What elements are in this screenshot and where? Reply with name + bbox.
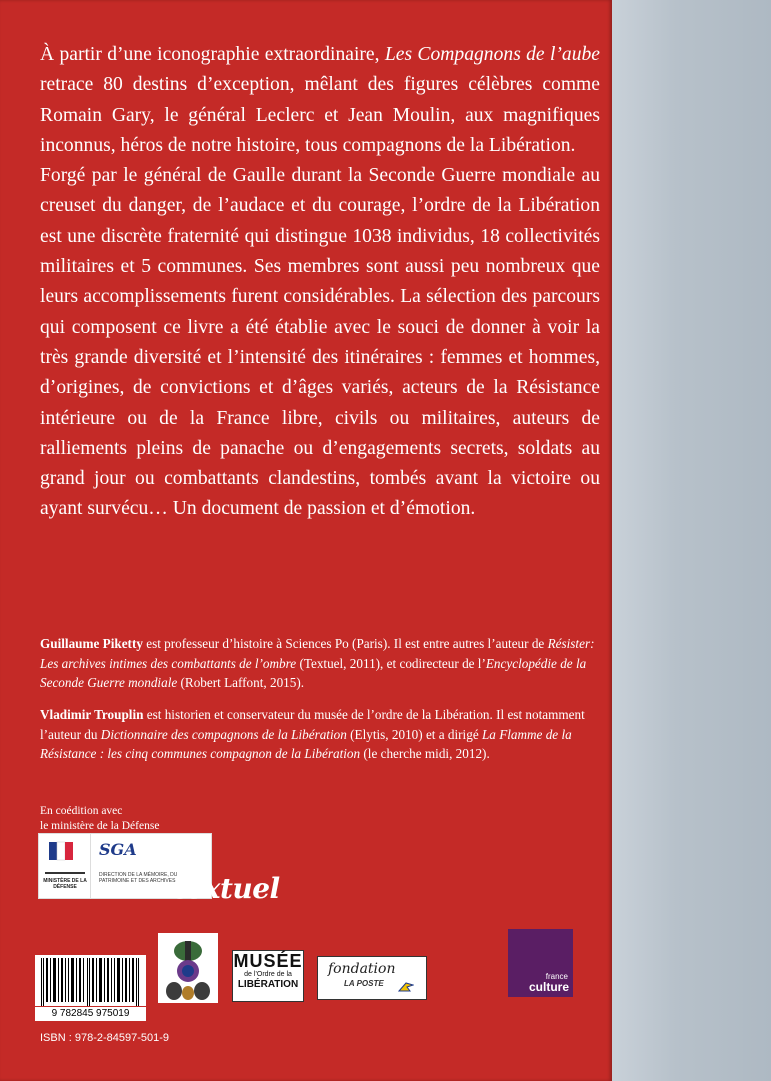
bio-text: (Elytis, 2010) et a dirigé xyxy=(346,726,482,742)
sga-wordmark: SGA xyxy=(99,840,137,859)
book-title: Les Compagnons de l’aube xyxy=(384,44,601,65)
musee-ordre-liberation-logo xyxy=(232,950,304,1002)
author-name: Guillaume Piketty xyxy=(40,636,143,651)
blurb-rest: retrace 80 destins d’exception, mêlant des figures célèbres comme Romain Gary, le général Leclerc et Jean Moulin, aux magnifiques inconnus, héros de notre histoire, tous compagnons de la Libération. xyxy=(40,74,600,156)
bio-text: (Textuel, 2011), et codirecteur de l’ xyxy=(296,655,486,671)
barcode xyxy=(35,955,146,1006)
sga-subtitle: DIRECTION DE LA MÉMOIRE, DU PATRIMOINE ET DES ARCHIVES xyxy=(99,872,178,884)
musee-liberation: LIBÉRATION xyxy=(237,979,299,990)
france-culture-culture: culture xyxy=(528,980,569,994)
barcode-bars-icon xyxy=(35,955,146,1006)
coedition-line-2: le ministère de la Défense xyxy=(40,820,160,832)
ordre-liberation-logo xyxy=(158,933,218,1003)
coedition-line-1: En coédition avec xyxy=(40,805,123,817)
blurb-paragraph-1 xyxy=(40,40,600,161)
musee-subtitle: de l’Ordre de la xyxy=(244,971,292,978)
barcode-number: 9 782845 975019 xyxy=(35,1007,146,1021)
author-bio-trouplin xyxy=(40,705,600,764)
bio-text: (Robert Laffont, 2015). xyxy=(177,675,305,690)
textuel-logo: textuel xyxy=(174,872,280,905)
france-culture-france: france xyxy=(545,972,568,981)
laposte-wordmark: LA POSTE xyxy=(344,979,384,988)
ministere-label: MINISTÈRE DE LA DÉFENSE xyxy=(43,878,87,890)
isbn: ISBN : 978-2-84597-501-9 xyxy=(40,1032,170,1044)
laposte-bird-icon xyxy=(398,981,414,993)
book-reference: Dictionnaire des compagnons de la Libération xyxy=(100,726,347,742)
author-name: Vladimir Trouplin xyxy=(40,707,144,722)
bio-text: (le cherche midi, 2012). xyxy=(360,746,490,761)
blurb-intro: À partir d’une iconographie extraordinaire, xyxy=(40,44,385,65)
blurb-paragraph-2: Forgé par le général de Gaulle durant la Seconde Guerre mondiale au creuset du danger, de l’audace et du courage, l’ordre de la Libération est une discrète fraternité qui distingue 1038 individus, 18 collectivités militaires et 5 communes. Ses membres sont aussi peu nombreux que leurs accomplissements furent considérables. La sélection des parcours qui composent ce livre a été établie avec le souci de donner à voir la très grande diversité et l’intensité des itinéraires : femmes et hommes, d’origines, de convictions et d’âges variés, acteurs de la Résistance intérieure ou de la France libre, civils ou militaires, auteurs de ralliements pleins de panache ou d’engagements secrets, soldats au grand jour ou combattants clandestins, tombés avant la victoire ou ayant survécu… Un document de passion et d’émotion. xyxy=(40,165,600,520)
musee-title: MUSÉE xyxy=(233,951,303,971)
cross-of-lorraine-medal-icon xyxy=(158,933,218,1003)
book-reference: La Flamme de la Résistance : les cinq communes compagnon de la Libération xyxy=(40,726,572,761)
fondation-la-poste-logo xyxy=(317,956,427,1000)
coedition-note xyxy=(40,804,240,834)
france-culture-logo xyxy=(508,929,573,997)
author-bio-piketty xyxy=(40,634,600,693)
bio-text: est historien et conservateur du musée de l’ordre de la Libération. Il est notamment l’auteur du xyxy=(40,707,585,742)
ministere-defense-logo xyxy=(38,833,92,899)
blurb xyxy=(40,40,600,525)
fondation-wordmark: fondation xyxy=(328,961,396,977)
book-reference: Encyclopédie de la Seconde Guerre mondiale xyxy=(40,655,587,690)
book-spine xyxy=(612,0,771,1081)
bio-text: est professeur d’histoire à Sciences Po (Paris). Il est entre autres l’auteur de xyxy=(142,636,548,651)
book-reference: Résister: Les archives intimes des combattants de l’ombre xyxy=(40,636,595,671)
